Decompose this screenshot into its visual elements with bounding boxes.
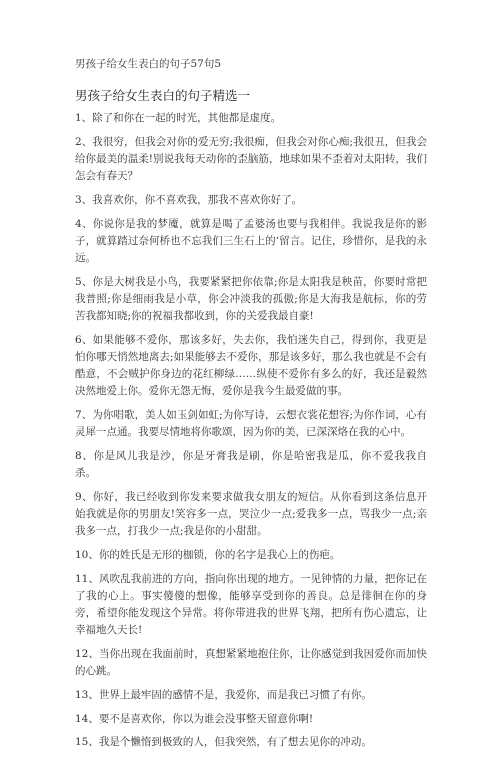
list-item: 4、你说你是我的梦魇，就算是喝了孟婆汤也要与我相伴。我说我是你的影子，就算踏过奈何桥也不忘我们三生石上的‘留言。记住，珍惜你，是我的永远。 <box>75 217 427 264</box>
list-item: 14、要不是喜欢你，你以为谁会没事整天留意你啊! <box>75 712 314 725</box>
list-item: 3、我喜欢你，你不喜欢我，那我不喜欢你好了。 <box>75 193 303 206</box>
document-title: 男孩子给女生表白的句子57句5 <box>75 58 222 70</box>
list-item: 11、风吹乱我前进的方向，指向你出现的地方。一见钟情的力量，把你记在了我的心上。事实傻傻的想像，能够享受到你的善良。总是徘徊在你的身旁，希望你能发现这个异常。将你带进我的世界飞翔，把所有伤心遗忘，让幸福地久天长! <box>75 572 427 637</box>
list-item: 9、你好，我已经收到你发来要求做我女朋友的短信。从你看到这条信息开始我就是你的男朋友!笑容多一点，哭泣少一点;爱我多一点，骂我少一点;亲我多一点，打我少一点;我是你的小甜甜。 <box>75 490 427 538</box>
list-item: 7、为你唱歌，美人如玉剑如虹;为你写诗，云想衣裳花想容;为你作词，心有灵犀一点通。我要尽情地将你歌颂，因为你的美，已深深烙在我的心中。 <box>75 409 427 439</box>
sentence-list <box>75 110 427 758</box>
list-item: 5、你是大树我是小鸟，我要紧紧把你依靠;你是太阳我是秧苗，你要时常把我普照;你是细雨我是小草，你会冲淡我的孤傲;你是大海我是航标，你的劳苦我都知晓;你的祝福我都收到，你的关爱我最自豪! <box>75 275 427 323</box>
list-item: 2、我很穷，但我会对你的爱无穷;我很痴，但我会对你心痴;我很丑，但我会给你最美的温柔!别说我每天动你的歪脑筋，地球如果不歪着对太阳转，我们怎会有春天？ <box>75 135 427 183</box>
list-item: 8、你是风儿我是沙，你是牙膏我是刷，你是哈密我是瓜，你不爱我我自杀。 <box>75 449 427 480</box>
list-item: 10、你的姓氏是无形的枷锁，你的名字是我心上的伤疤。 <box>75 548 341 561</box>
list-item: 13、世界上最牢固的感情不是，我爱你，而是我已习惯了有你。 <box>75 688 372 701</box>
list-item: 6、如果能够不爱你，那该多好，失去你，我怕迷失自己，得到你，我更是怕你哪天悄然地离去;如果能够去不爱你，那是该多好，那么我也就是不会有酷意，不会贼护你身边的花红柳绿……纵使不爱你有多么的好，我还是毅然决然地爱上你。爱你无怨无悔，爱你是我今生最爱做的事。 <box>75 333 427 398</box>
section-heading: 男孩子给女生表白的句子精选一 <box>75 88 251 103</box>
list-item: 12、当你出现在我面前时，真想紧紧地抱住你，让你感觉到我因爱你而加快的心跳。 <box>75 647 427 678</box>
list-item: 15、我是个懒惰到极致的人，但我突然，有了想去见你的冲动。 <box>75 736 372 749</box>
list-item: 1、除了和你在一起的时光，其他都是虚度。 <box>75 112 282 124</box>
